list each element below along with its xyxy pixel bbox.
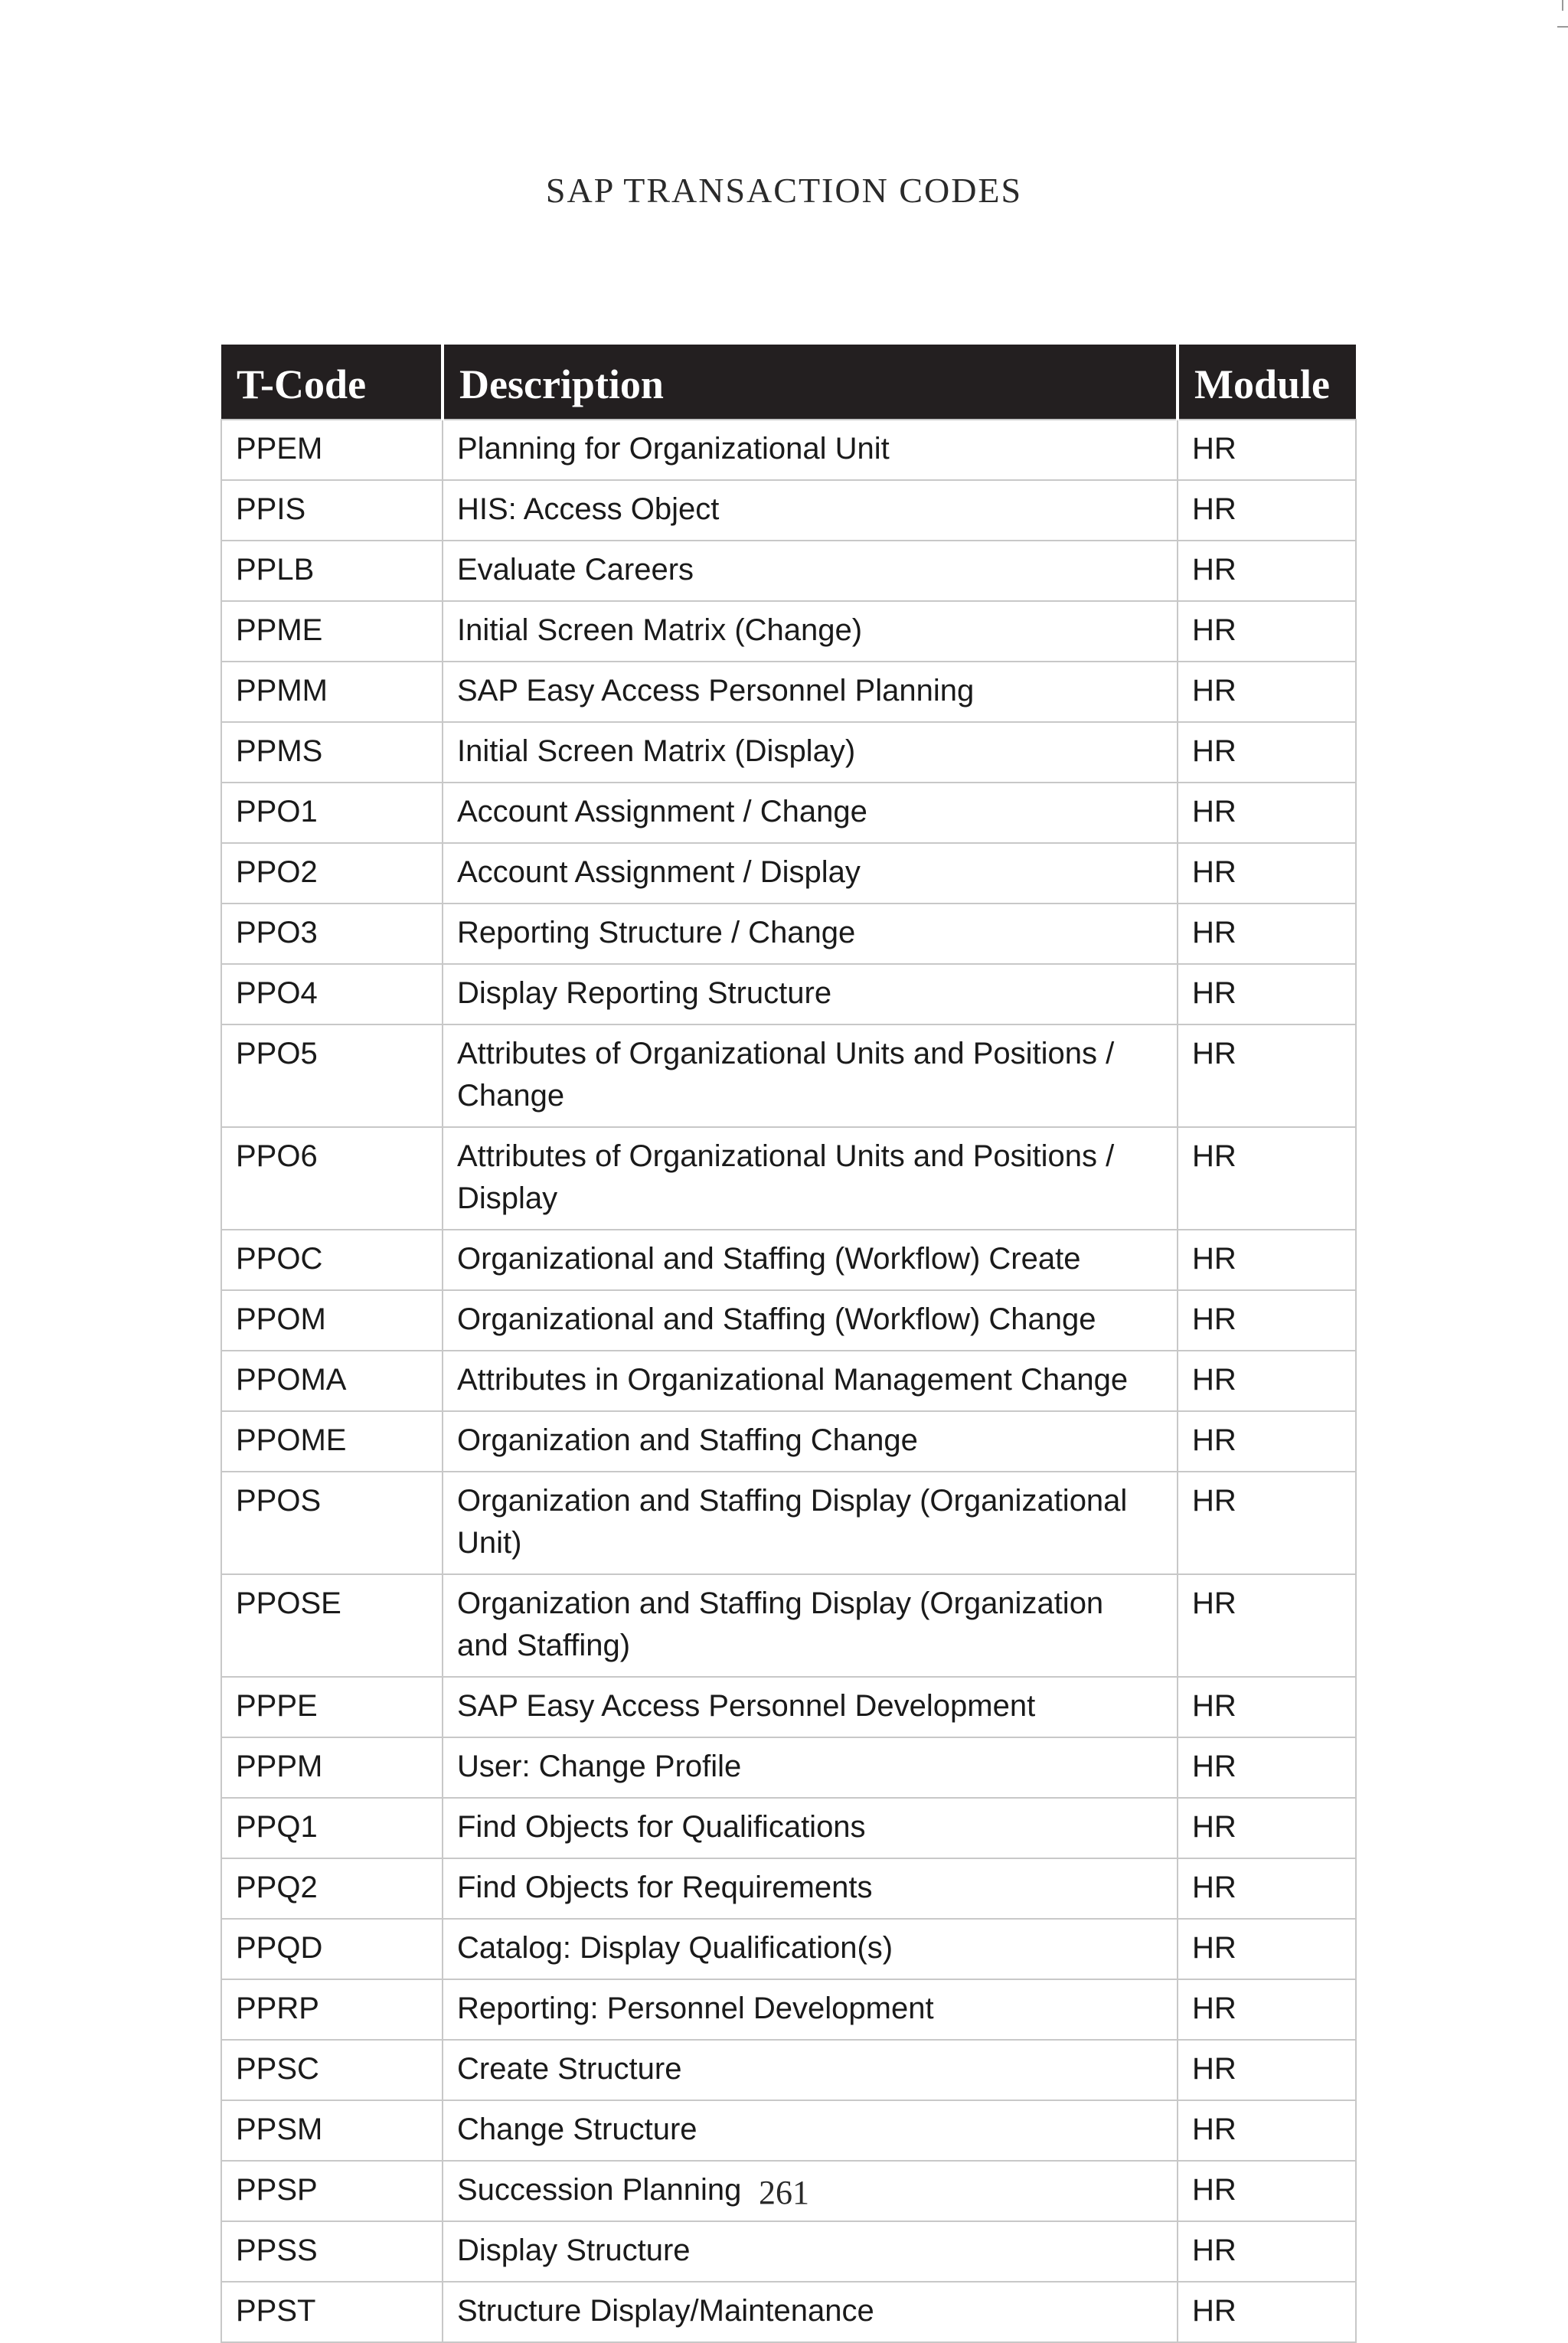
table-row xyxy=(221,1919,1356,1979)
column-header-module: Module xyxy=(1178,345,1356,420)
description-cell: Organization and Staffing Display (Organizational Unit) xyxy=(443,1472,1178,1574)
description-cell: SAP Easy Access Personnel Planning xyxy=(443,662,1178,722)
description-cell: HIS: Access Object xyxy=(443,480,1178,541)
module-cell: HR xyxy=(1178,904,1356,964)
description-cell: Succession Planning xyxy=(443,2161,1178,2221)
tcode-cell: PPO5 xyxy=(221,1024,443,1127)
description-cell: Find Objects for Requirements xyxy=(443,1858,1178,1919)
table-row xyxy=(221,843,1356,904)
tcode-cell: PPO4 xyxy=(221,964,443,1024)
tcode-cell: PPO6 xyxy=(221,1127,443,1230)
table-body xyxy=(221,420,1356,2342)
description-cell: Organizational and Staffing (Workflow) Change xyxy=(443,1290,1178,1351)
description-cell: User: Change Profile xyxy=(443,1737,1178,1798)
description-cell: Catalog: Display Qualification(s) xyxy=(443,1919,1178,1979)
crop-mark xyxy=(1562,0,1563,11)
description-cell: Evaluate Careers xyxy=(443,541,1178,601)
module-cell: HR xyxy=(1178,2282,1356,2342)
tcode-cell: PPLB xyxy=(221,541,443,601)
tcode-cell: PPOS xyxy=(221,1472,443,1574)
module-cell: HR xyxy=(1178,601,1356,662)
description-cell: Account Assignment / Change xyxy=(443,783,1178,843)
module-cell: HR xyxy=(1178,2100,1356,2161)
tcode-cell: PPO2 xyxy=(221,843,443,904)
description-cell: Account Assignment / Display xyxy=(443,843,1178,904)
module-cell: HR xyxy=(1178,1919,1356,1979)
tcode-cell: PPPE xyxy=(221,1677,443,1737)
module-cell: HR xyxy=(1178,1351,1356,1411)
module-cell: HR xyxy=(1178,843,1356,904)
description-cell: Structure Display/Maintenance xyxy=(443,2282,1178,2342)
table-row xyxy=(221,1858,1356,1919)
module-cell: HR xyxy=(1178,1411,1356,1472)
tcode-cell: PPMM xyxy=(221,662,443,722)
description-cell: Display Structure xyxy=(443,2221,1178,2282)
tcode-cell: PPOMA xyxy=(221,1351,443,1411)
table-row xyxy=(221,904,1356,964)
table-row xyxy=(221,2282,1356,2342)
description-cell: Initial Screen Matrix (Change) xyxy=(443,601,1178,662)
column-header-description: Description xyxy=(443,345,1178,420)
tcode-cell: PPQ2 xyxy=(221,1858,443,1919)
table-row xyxy=(221,783,1356,843)
module-cell: HR xyxy=(1178,1574,1356,1677)
description-cell: Planning for Organizational Unit xyxy=(443,420,1178,480)
table-row xyxy=(221,1737,1356,1798)
module-cell: HR xyxy=(1178,722,1356,783)
description-cell: Attributes in Organizational Management Change xyxy=(443,1351,1178,1411)
description-cell: Display Reporting Structure xyxy=(443,964,1178,1024)
table-row xyxy=(221,1351,1356,1411)
module-cell: HR xyxy=(1178,1290,1356,1351)
description-cell: Attributes of Organizational Units and Positions / Display xyxy=(443,1127,1178,1230)
description-cell: Change Structure xyxy=(443,2100,1178,2161)
module-cell: HR xyxy=(1178,480,1356,541)
table-row xyxy=(221,541,1356,601)
module-cell: HR xyxy=(1178,1230,1356,1290)
table-row xyxy=(221,1230,1356,1290)
module-cell: HR xyxy=(1178,1677,1356,1737)
tcode-cell: PPQ1 xyxy=(221,1798,443,1858)
tcode-cell: PPRP xyxy=(221,1979,443,2040)
table-row xyxy=(221,1979,1356,2040)
module-cell: HR xyxy=(1178,964,1356,1024)
tcode-cell: PPST xyxy=(221,2282,443,2342)
header-row xyxy=(221,345,1356,420)
description-cell: Attributes of Organizational Units and Positions / Change xyxy=(443,1024,1178,1127)
module-cell: HR xyxy=(1178,1737,1356,1798)
table-row xyxy=(221,480,1356,541)
module-cell: HR xyxy=(1178,541,1356,601)
tcode-cell: PPQD xyxy=(221,1919,443,1979)
module-cell: HR xyxy=(1178,1024,1356,1127)
table-row xyxy=(221,1411,1356,1472)
description-cell: Organization and Staffing Change xyxy=(443,1411,1178,1472)
crop-mark xyxy=(1557,26,1568,28)
tcode-cell: PPOM xyxy=(221,1290,443,1351)
tcode-cell: PPO1 xyxy=(221,783,443,843)
column-header-tcode: T-Code xyxy=(221,345,443,420)
tcode-cell: PPO3 xyxy=(221,904,443,964)
tcode-table xyxy=(220,345,1357,2343)
tcode-cell: PPPM xyxy=(221,1737,443,1798)
tcode-cell: PPSS xyxy=(221,2221,443,2282)
table-row xyxy=(221,1798,1356,1858)
tcode-cell: PPOME xyxy=(221,1411,443,1472)
table-row xyxy=(221,2040,1356,2100)
table-header xyxy=(221,345,1356,420)
module-cell: HR xyxy=(1178,420,1356,480)
table-row xyxy=(221,722,1356,783)
table-row xyxy=(221,420,1356,480)
tcode-cell: PPEM xyxy=(221,420,443,480)
tcode-cell: PPSC xyxy=(221,2040,443,2100)
page-number: 261 xyxy=(759,2174,809,2211)
tcode-cell: PPOC xyxy=(221,1230,443,1290)
description-cell: Find Objects for Qualifications xyxy=(443,1798,1178,1858)
tcode-cell: PPMS xyxy=(221,722,443,783)
tcode-cell: PPOSE xyxy=(221,1574,443,1677)
module-cell: HR xyxy=(1178,1858,1356,1919)
tcode-cell: PPSM xyxy=(221,2100,443,2161)
module-cell: HR xyxy=(1178,1979,1356,2040)
module-cell: HR xyxy=(1178,1798,1356,1858)
description-cell: Initial Screen Matrix (Display) xyxy=(443,722,1178,783)
tcode-cell: PPIS xyxy=(221,480,443,541)
module-cell: HR xyxy=(1178,1127,1356,1230)
module-cell: HR xyxy=(1178,2221,1356,2282)
module-cell: HR xyxy=(1178,2040,1356,2100)
page-header: SAP TRANSACTION CODES xyxy=(545,171,1023,210)
module-cell: HR xyxy=(1178,662,1356,722)
description-cell: Organizational and Staffing (Workflow) Create xyxy=(443,1230,1178,1290)
table-row xyxy=(221,1574,1356,1677)
description-cell: SAP Easy Access Personnel Development xyxy=(443,1677,1178,1737)
table-row xyxy=(221,964,1356,1024)
tcode-cell: PPSP xyxy=(221,2161,443,2221)
module-cell: HR xyxy=(1178,2161,1356,2221)
table-row xyxy=(221,662,1356,722)
table-row xyxy=(221,601,1356,662)
description-cell: Organization and Staffing Display (Organization and Staffing) xyxy=(443,1574,1178,1677)
description-cell: Reporting: Personnel Development xyxy=(443,1979,1178,2040)
table-row xyxy=(221,2100,1356,2161)
table-row xyxy=(221,1290,1356,1351)
module-cell: HR xyxy=(1178,1472,1356,1574)
table-row xyxy=(221,1677,1356,1737)
tcode-cell: PPME xyxy=(221,601,443,662)
table-row xyxy=(221,1024,1356,1127)
module-cell: HR xyxy=(1178,783,1356,843)
table-row xyxy=(221,1127,1356,1230)
table-row xyxy=(221,2221,1356,2282)
table-row xyxy=(221,1472,1356,1574)
description-cell: Reporting Structure / Change xyxy=(443,904,1178,964)
description-cell: Create Structure xyxy=(443,2040,1178,2100)
